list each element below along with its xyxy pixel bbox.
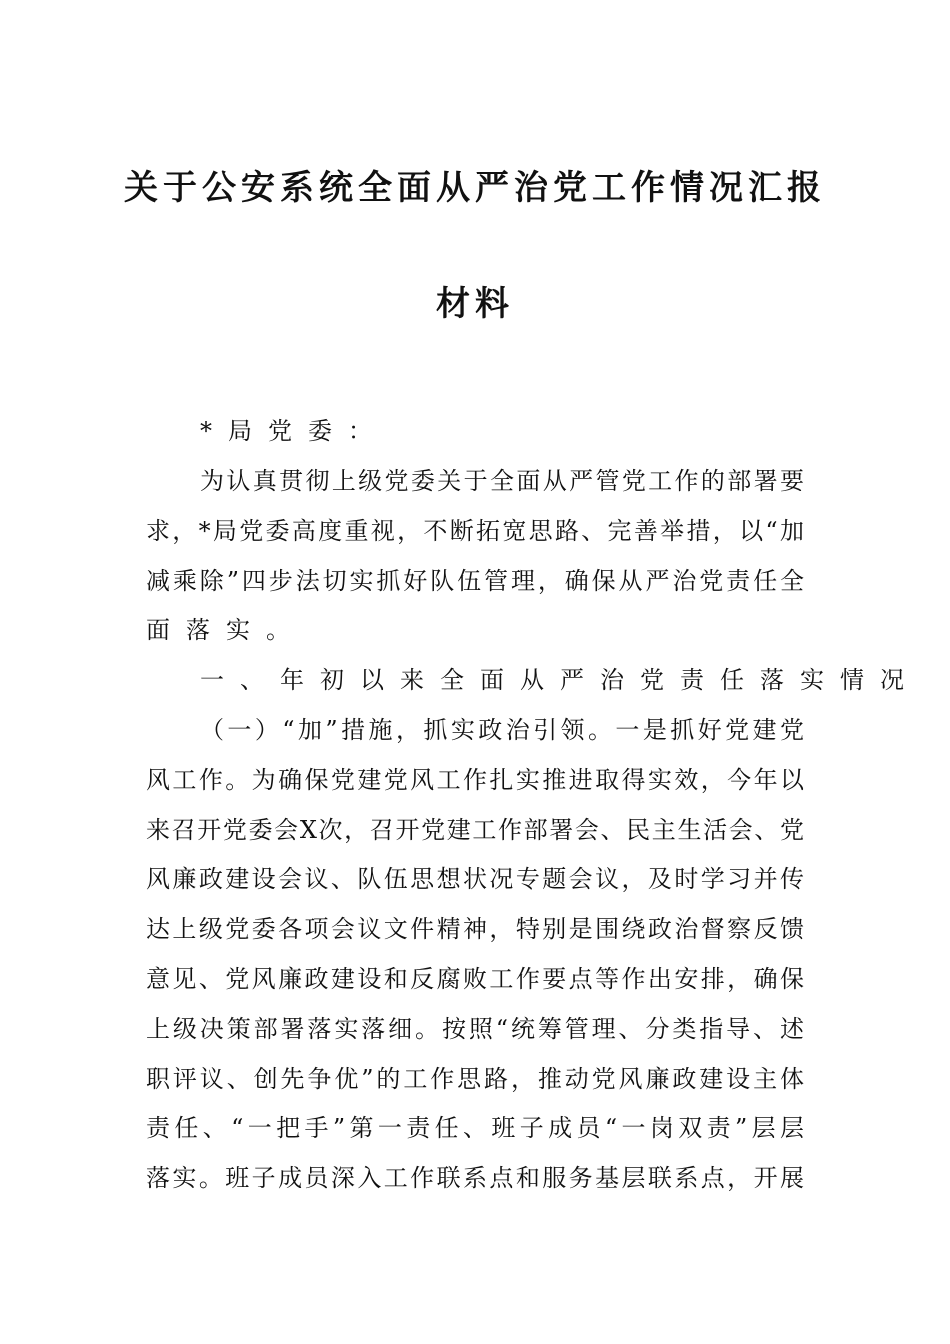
paragraph-line: 达上级党委各项会议文件精神，特别是围绕政治督察反馈 — [146, 915, 804, 944]
paragraph-line: 面落实。 — [146, 616, 306, 645]
document-title: 关于公安系统全面从严治党工作情况汇报 — [124, 168, 826, 208]
paragraph-line: 风廉政建设会议、队伍思想状况专题会议，及时学习并传 — [146, 865, 804, 894]
paragraph-line: 上级决策部署落实落细。按照“统筹管理、分类指导、述 — [146, 1014, 804, 1043]
paragraph-line: 求，*局党委高度重视，不断拓宽思路、完善举措，以“加 — [146, 516, 804, 545]
paragraph-line: 减乘除”四步法切实抓好队伍管理，确保从严治党责任全 — [146, 566, 804, 595]
paragraph-line: 落实。班子成员深入工作联系点和服务基层联系点，开展 — [146, 1164, 804, 1193]
paragraph-line: 职评议、创先争优”的工作思路，推动党风廉政建设主体 — [146, 1064, 804, 1093]
paragraph-line: 责任、“一把手”第一责任、班子成员“一岗双责”层层 — [146, 1114, 804, 1143]
document-title-continued: 材料 — [436, 284, 514, 324]
paragraph-line: 风工作。为确保党建党风工作扎实推进取得实效，今年以 — [146, 765, 804, 794]
paragraph-line: 来召开党委会X次，召开党建工作部署会、民主生活会、党 — [146, 815, 804, 844]
paragraph-line: 为认真贯彻上级党委关于全面从严管党工作的部署要 — [200, 467, 804, 495]
paragraph-line: 一、年初以来全面从严治党责任落实情况 — [200, 666, 920, 695]
paragraph-line: 意见、党风廉政建设和反腐败工作要点等作出安排，确保 — [146, 965, 804, 993]
paragraph-line: （一）“加”措施，抓实政治引领。一是抓好党建党 — [200, 716, 804, 744]
salutation: *局党委： — [200, 417, 388, 445]
